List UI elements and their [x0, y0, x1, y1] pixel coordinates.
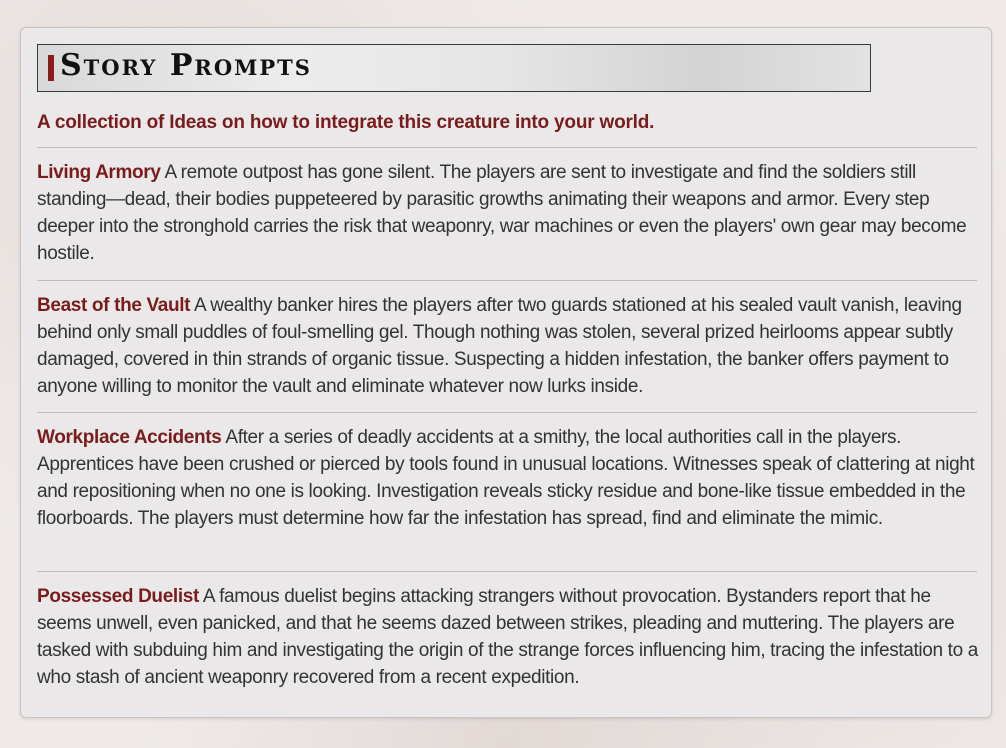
- prompt-text: A famous duelist begins attacking strangers without provocation. Bystanders report that he seems unwell, even panicked, and that he seems dazed between strikes, pleading and muttering. The players are tasked with subduing him and investigating the origin of the strange forces influencing him, tracing the infestation to a who stash of ancient weaponry recovered from a recent expedition.: [37, 586, 978, 688]
- prompt-name: Living Armory: [37, 162, 161, 183]
- prompt-text: A remote outpost has gone silent. The players are sent to investigate and find the soldiers still standing—dead, their bodies puppeteered by parasitic growths animating their weapons and armor. Every step deeper into the stronghold carries the risk that weaponry, war machines or even the players' own gear may become hostile.: [37, 162, 967, 264]
- divider: [37, 412, 977, 413]
- divider: [37, 280, 977, 281]
- prompt-beast-of-the-vault: [37, 292, 979, 400]
- divider: [37, 147, 977, 148]
- prompt-name: Beast of the Vault: [37, 295, 191, 316]
- section-subtitle: A collection of Ideas on how to integrate this creature into your world.: [37, 112, 655, 133]
- story-prompts-card: [20, 27, 992, 718]
- prompt-workplace-accidents: [37, 424, 979, 532]
- section-title: Story Prompts: [60, 48, 312, 83]
- prompt-name: Workplace Accidents: [37, 427, 222, 448]
- prompt-possessed-duelist: [37, 583, 979, 691]
- prompt-name: Possessed Duelist: [37, 586, 199, 607]
- prompt-text: After a series of deadly accidents at a smithy, the local authorities call in the players. Apprentices have been crushed or pierced by tools found in unusual locations. Witnesses speak of clattering at night and repositioning when no one is looking. Investigation reveals sticky residue and bone-like tissue embedded in the floorboards. The players must determine how far the infestation has spread, find and eliminate the mimic.: [37, 427, 975, 529]
- divider: [37, 571, 977, 572]
- prompt-living-armory: [37, 159, 979, 267]
- title-accent-mark: [48, 55, 54, 81]
- section-title-bar: [37, 44, 871, 92]
- prompt-text: A wealthy banker hires the players after two guards stationed at his sealed vault vanish, leaving behind only small puddles of foul-smelling gel. Though nothing was stolen, several prized heirlooms appear subtly damaged, covered in thin strands of organic tissue. Suspecting a hidden infestation, the banker offers payment to anyone willing to monitor the vault and eliminate whatever now lurks inside.: [37, 295, 962, 397]
